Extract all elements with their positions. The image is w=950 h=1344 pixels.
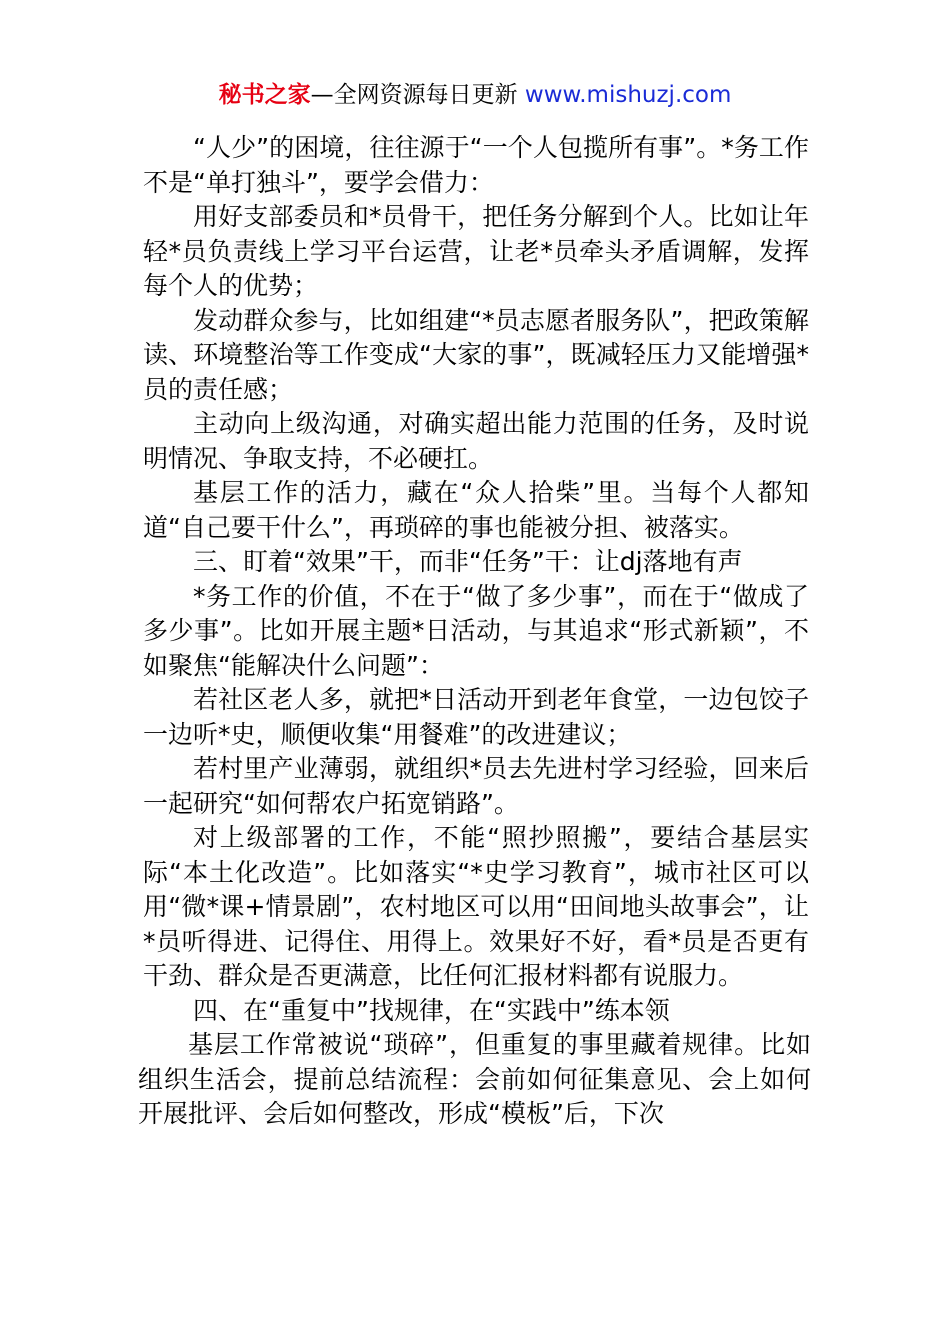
paragraph: 基层工作的活力，藏在“众人拾柴”里。当每个人都知道“自己要干什么”，再琐碎的事也能被分担、被落实。 bbox=[143, 478, 809, 542]
site-tagline: —全网资源每日更新 bbox=[310, 82, 525, 108]
paragraph: “人少”的困境，往往源于“一个人包揽所有事”。*务工作不是“单打独斗”，要学会借力： bbox=[143, 133, 809, 197]
paragraph: 对上级部署的工作，不能“照抄照搬”，要结合基层实际“本土化改造”。比如落实“*史学习教育”，城市社区可以用“微*课+情景剧”，农村地区可以用“田间地头故事会”，让*员听得进、记得住、用得上。效果好不好，看*员是否更有干劲、群众是否更满意，比任何汇报材料都有说服力。 bbox=[143, 823, 809, 990]
paragraph: 基层工作常被说“琐碎”，但重复的事里藏着规律。比如组织生活会，提前总结流程：会前如何征集意见、会上如何开展批评、会后如何整改，形成“模板”后，下次 bbox=[138, 1030, 811, 1128]
document-body bbox=[138, 131, 811, 1132]
site-url-link[interactable]: www.mishuzj.com bbox=[524, 82, 732, 108]
paragraph: *务工作的价值，不在于“做了多少事”，而在于“做成了多少事”。比如开展主题*日活动，与其追求“形式新颖”，不如聚焦“能解决什么问题”： bbox=[143, 581, 809, 680]
section-heading: 三、盯着“效果”干，而非“任务”干：让dj落地有声 bbox=[193, 547, 743, 576]
site-brand: 秘书之家 bbox=[218, 82, 311, 108]
paragraph: 若村里产业薄弱，就组织*员去先进村学习经验，回来后一起研究“如何帮农户拓宽销路”。 bbox=[143, 754, 809, 818]
paragraph: 主动向上级沟通，对确实超出能力范围的任务，及时说明情况、争取支持，不必硬扛。 bbox=[143, 409, 809, 473]
site-header bbox=[0, 78, 950, 112]
section-heading: 四、在“重复中”找规律，在“实践中”练本领 bbox=[193, 995, 670, 1025]
paragraph: 用好支部委员和*员骨干，把任务分解到个人。比如让年轻*员负责线上学习平台运营，让老*员牵头矛盾调解，发挥每个人的优势； bbox=[143, 202, 809, 300]
paragraph: 发动群众参与，比如组建“*员志愿者服务队”，把政策解读、环境整治等工作变成“大家的事”，既减轻压力又能增强*员的责任感； bbox=[143, 305, 809, 404]
paragraph: 若社区老人多，就把*日活动开到老年食堂，一边包饺子一边听*史，顺便收集“用餐难”的改进建议； bbox=[143, 685, 809, 749]
